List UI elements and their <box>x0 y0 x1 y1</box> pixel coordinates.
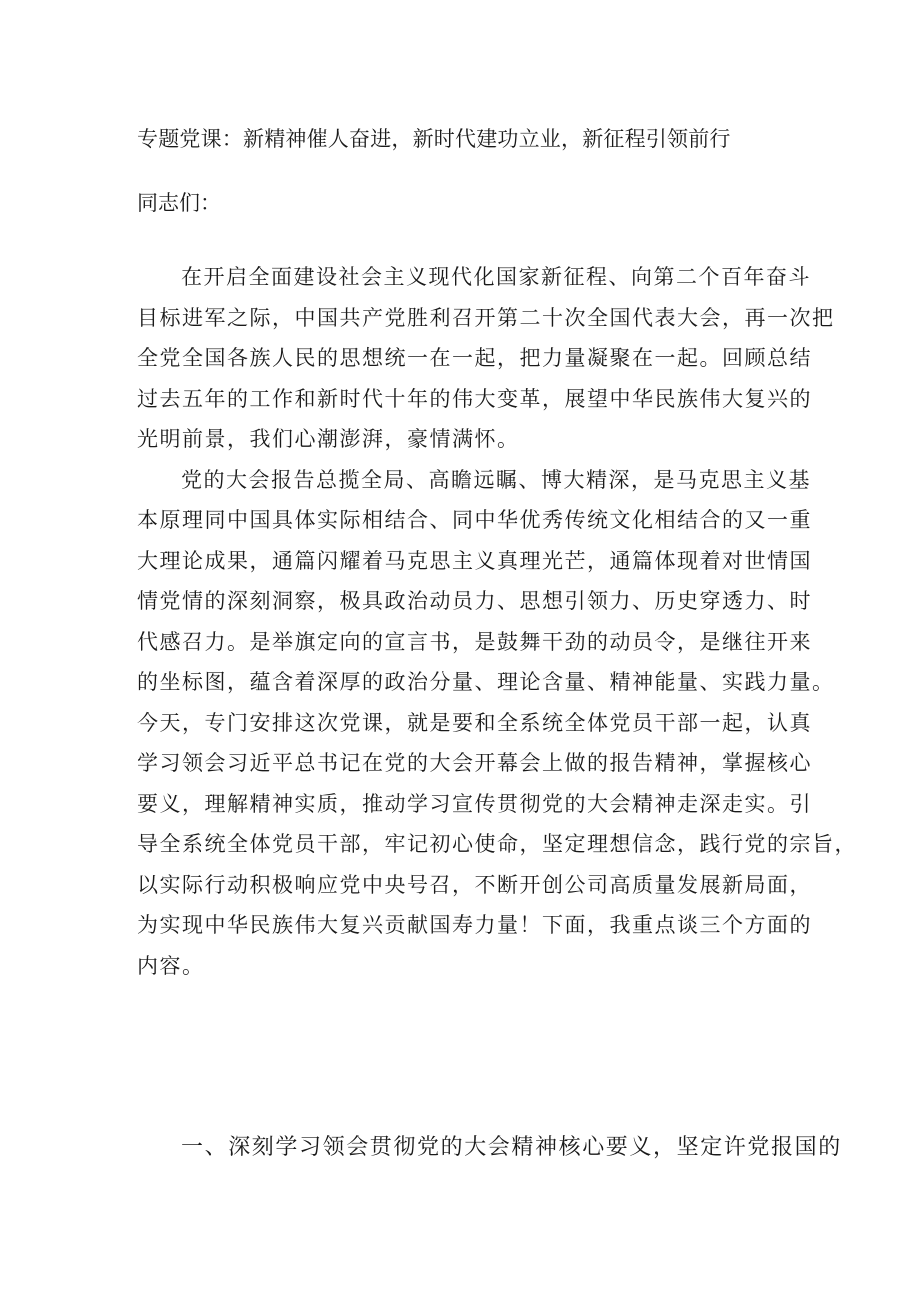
section-heading: 一、深刻学习领会贯彻党的大会精神核心要义，坚定许党报国的 <box>181 1135 842 1160</box>
paragraph-line: 过去五年的工作和新时代十年的伟大变革，展望中华民族伟大复兴的 <box>137 386 812 411</box>
paragraph-line: 党的大会报告总揽全局、高瞻远瞩、博大精深，是马克思主义基 <box>181 467 811 492</box>
paragraph-line: 本原理同中国具体实际相结合、同中华优秀传统文化相结合的又一重 <box>137 508 812 532</box>
paragraph-line: 内容。 <box>137 953 205 978</box>
paragraph-line: 代感召力。是举旗定向的宣言书，是鼓舞干劲的动员令，是继往开来 <box>137 629 812 654</box>
paragraph-line: 的坐标图，蕴含着深厚的政治分量、理论含量、精神能量、实践力量。 <box>137 670 835 694</box>
salutation: 同志们： <box>137 191 221 215</box>
paragraph-line: 导全系统全体党员干部，牢记初心使命，坚定理想信念，践行党的宗旨， <box>137 832 857 856</box>
paragraph-line: 全党全国各族人民的思想统一在一起，把力量凝聚在一起。回顾总结 <box>137 346 812 370</box>
paragraph-line: 学习领会习近平总书记在党的大会开幕会上做的报告精神，掌握核心 <box>137 751 812 775</box>
paragraph-line: 目标进军之际，中国共产党胜利召开第二十次全国代表大会，再一次把 <box>137 305 835 330</box>
paragraph-line: 以实际行动积极响应党中央号召，不断开创公司高质量发展新局面， <box>137 872 812 897</box>
paragraph-line: 光明前景，我们心潮澎湃，豪情满怀。 <box>137 427 520 451</box>
paragraph-line: 在开启全面建设社会主义现代化国家新征程、向第二个百年奋斗 <box>181 265 811 289</box>
document-title: 专题党课：新精神催人奋进，新时代建功立业，新征程引领前行 <box>137 127 731 151</box>
paragraph-line: 大理论成果，通篇闪耀着马克思主义真理光芒，通篇体现着对世情国 <box>137 548 812 573</box>
paragraph-line: 要义，理解精神实质，推动学习宣传贯彻党的大会精神走深走实。引 <box>137 791 812 816</box>
body-text <box>137 257 857 986</box>
paragraph-line: 为实现中华民族伟大复兴贡献国寿力量！下面，我重点谈三个方面的 <box>137 913 812 937</box>
paragraph-line: 情党情的深刻洞察，极具政治动员力、思想引领力、历史穿透力、时 <box>137 589 812 613</box>
paragraph-line: 今天，专门安排这次党课，就是要和全系统全体党员干部一起，认真 <box>137 710 812 735</box>
